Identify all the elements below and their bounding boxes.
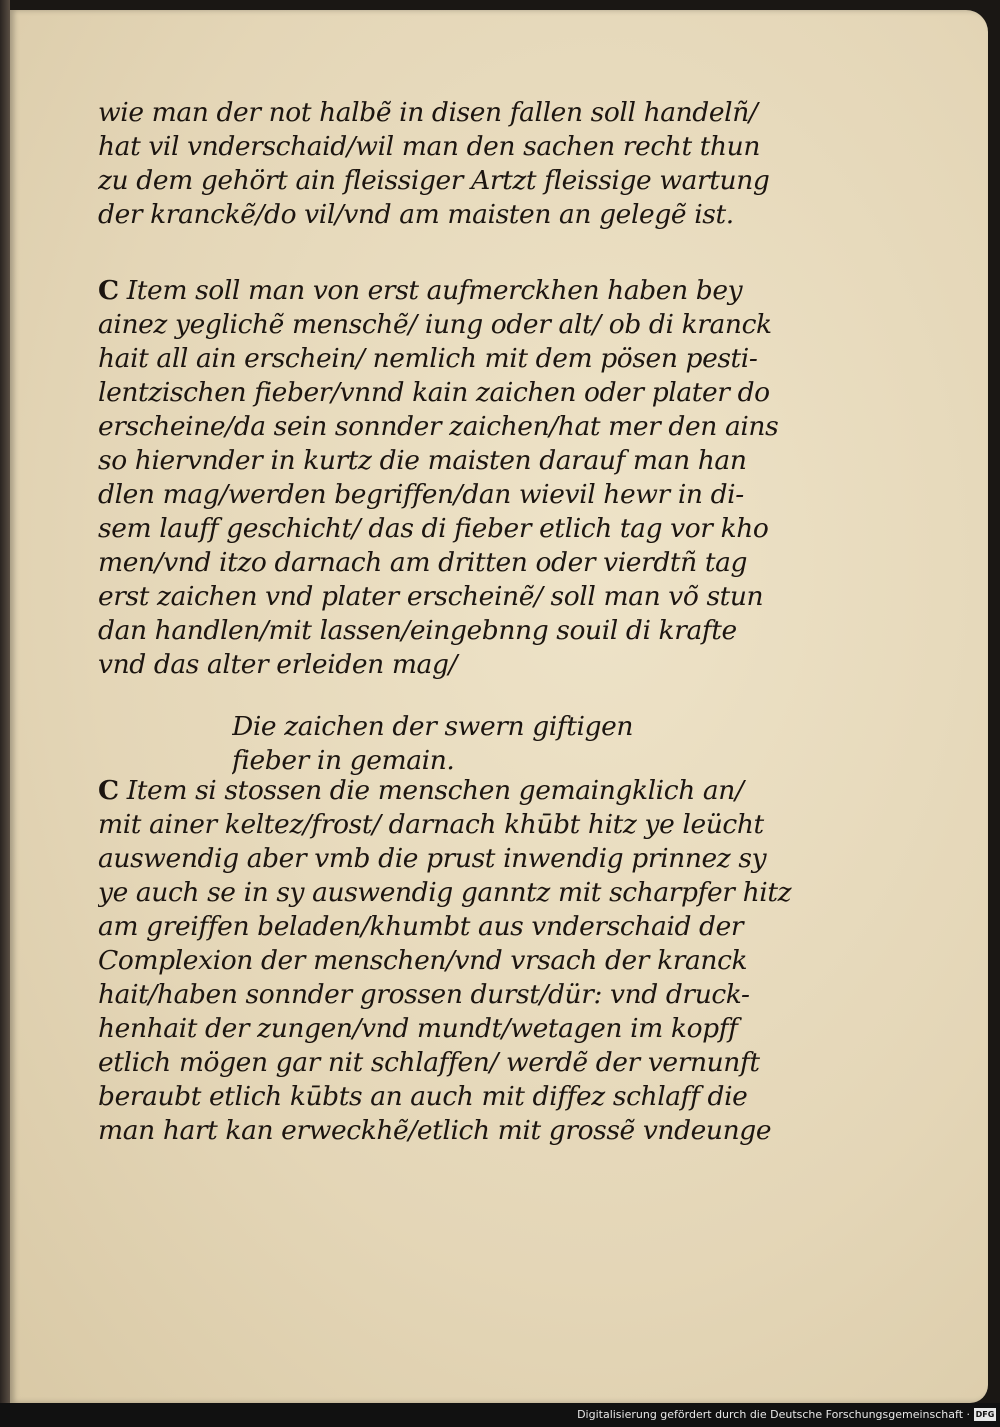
text-line: erscheine/da sein sonnder zaichen/hat mer den ains: [98, 411, 779, 442]
paragraph-1: [98, 96, 808, 232]
text-line: henhait der zungen/vnd mundt/wetagen im kopff: [98, 1013, 738, 1044]
pilcrow-mark: C: [98, 775, 119, 806]
text-line: men/vnd itzo darnach am dritten oder vierdtñ tag: [98, 547, 748, 578]
text-line: der kranckẽ/do vil/vnd am maisten an gelegẽ ist.: [98, 199, 734, 230]
text-line-content: Item si stossen die menschen gemaingklich an/: [126, 775, 744, 806]
text-line: lentzischen fieber/vnnd kain zaichen oder plater do: [98, 377, 770, 408]
text-line: hat vil vnderschaid/wil man den sachen recht thun: [98, 131, 760, 162]
pilcrow-mark: C: [98, 275, 119, 306]
text-line: dan handlen/mit lassen/eingebnng souil di krafte: [98, 615, 737, 646]
funding-credit: Digitalisierung gefördert durch die Deutsche Forschungsgemeinschaft ·: [577, 1408, 970, 1421]
text-line: mit ainer keltez/frost/ darnach khūbt hitz ye leücht: [98, 809, 764, 840]
section-heading: [232, 710, 942, 778]
text-line: so hiervnder in kurtz die maisten darauf man han: [98, 445, 747, 476]
text-line-content: Item soll man von erst aufmerckhen haben bey: [126, 275, 743, 306]
text-line: Complexion der menschen/vnd vrsach der kranck: [98, 945, 748, 976]
text-line: ye auch se in sy auswendig ganntz mit scharpfer hitz: [98, 877, 792, 908]
text-line: auswendig aber vmb die prust inwendig prinnez sy: [98, 843, 767, 874]
text-line: dlen mag/werden begriffen/dan wievil hewr in di-: [98, 479, 744, 510]
text-line: sem lauff geschicht/ das di fieber etlich tag vor kho: [98, 513, 769, 544]
text-line: [98, 274, 808, 308]
text-line: hait/haben sonnder grossen durst/dür: vnd druck-: [98, 979, 750, 1010]
text-line: beraubt etlich kūbts an auch mit diffez schlaff die: [98, 1081, 748, 1112]
text-line: man hart kan erweckhẽ/etlich mit grossẽ vndeunge: [98, 1115, 772, 1146]
paragraph-2: [98, 274, 808, 682]
text-line: hait all ain erschein/ nemlich mit dem pösen pesti-: [98, 343, 758, 374]
text-line: am greiffen beladen/khumbt aus vnderschaid der: [98, 911, 744, 942]
text-line: vnd das alter erleiden mag/: [98, 649, 458, 680]
text-line: wie man der not halbẽ in disen fallen soll handelñ/: [98, 97, 758, 128]
text-line: ainez yeglichẽ menschẽ/ iung oder alt/ ob di kranck: [98, 309, 772, 340]
text-line: zu dem gehört ain fleissiger Artzt fleissige wartung: [98, 165, 770, 196]
binding-edge: [0, 0, 10, 1403]
text-line: etlich mögen gar nit schlaffen/ werdẽ der vernunft: [98, 1047, 760, 1078]
text-line: [98, 774, 808, 808]
paragraph-3: [98, 774, 808, 1148]
text-line: erst zaichen vnd plater erscheinẽ/ soll man võ stun: [98, 581, 764, 612]
footer-bar: [0, 1403, 1000, 1427]
dfg-logo: DFG: [975, 1410, 995, 1419]
heading-line: Die zaichen der swern giftigen: [232, 711, 634, 742]
book-page: [10, 10, 988, 1403]
heading-line: fieber in gemain.: [232, 745, 455, 776]
